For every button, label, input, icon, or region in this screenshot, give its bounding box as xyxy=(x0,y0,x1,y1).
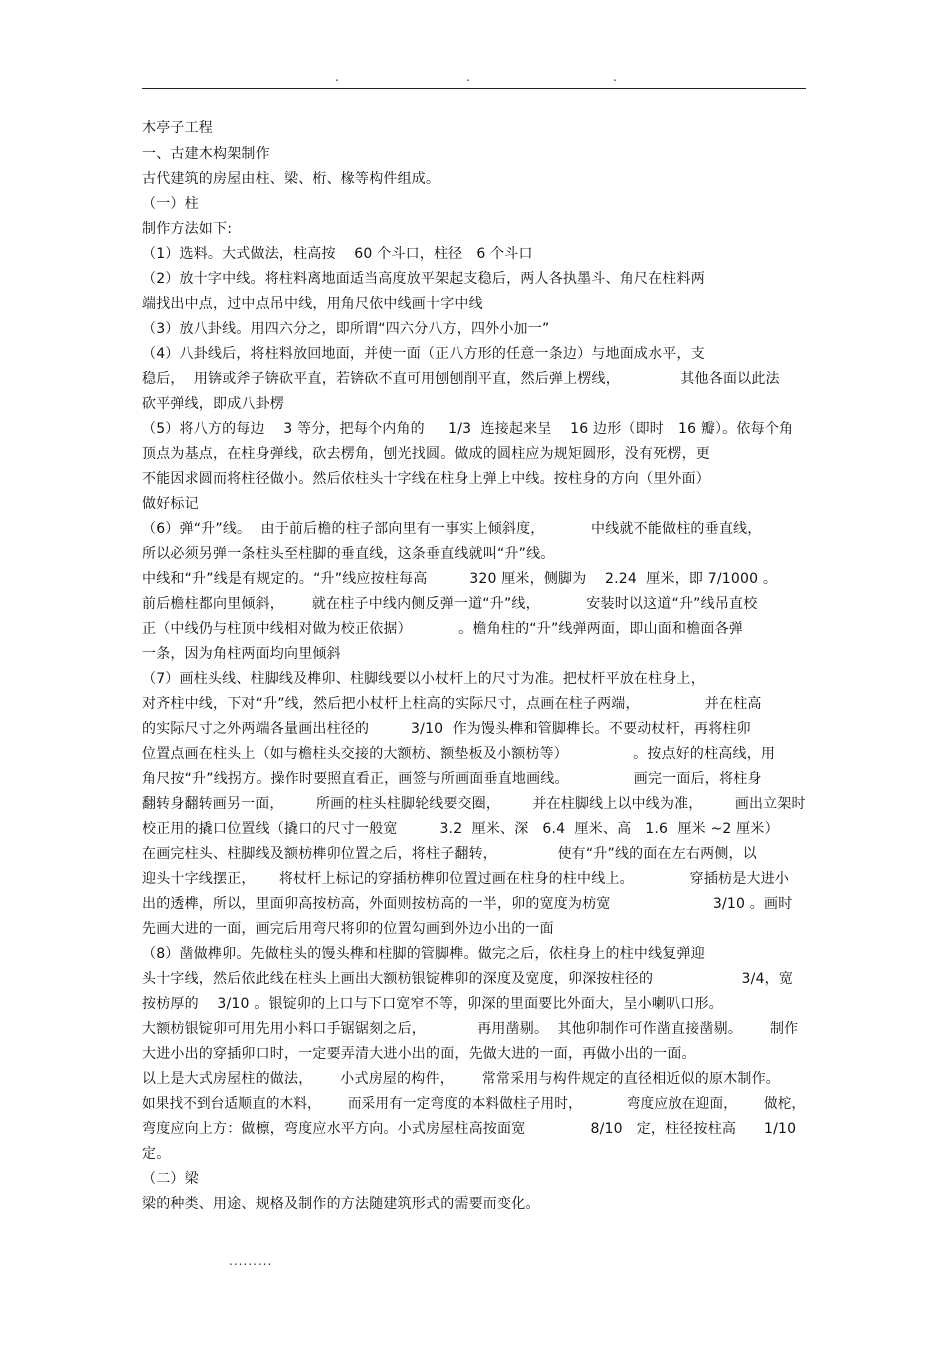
text-line: 所以必须另弹一条柱头至柱脚的垂直线，这条垂直线就叫“升”线。 xyxy=(142,546,555,562)
text-line: 按枋厚的 3/10 。银锭卯的上口与下口宽窄不等，卯深的里面要比外面大，呈小喇叭口形。 xyxy=(142,996,723,1012)
header-dot: . xyxy=(335,70,339,84)
text-line: 一条，因为角柱两面均向里倾斜 xyxy=(142,646,341,662)
text-line: 制作方法如下: xyxy=(142,221,233,237)
text-line: 前后檐柱都向里倾斜， 就在柱子中线内侧反弹一道“升”线， 安装时以这道“升”线吊直校 xyxy=(142,596,758,612)
text-line: 位置点画在柱头上（如与檐柱头交接的大额枋、额垫板及小额枋等） 。按点好的柱高线，用 xyxy=(142,746,776,762)
header-dot: . xyxy=(466,70,470,84)
text-line: 不能因求圆而将柱径做小。然后依柱头十字线在柱身上弹上中线。按柱身的方向（里外面） xyxy=(142,471,710,487)
text-line: 的实际尺寸之外两端各量画出柱径的 3/10 作为馒头榫和管脚榫长。不要动杖杆，再将柱卯 xyxy=(142,721,751,737)
text-line: 做好标记 xyxy=(142,496,199,512)
text-line: 正（中线仍与柱顶中线相对做为校正依据） 。檐角柱的“升”线弹两面，即山面和檐面各弹 xyxy=(142,621,744,637)
text-line: （5）将八方的每边 3 等分，把每个内角的 1/3 连接起来呈 16 边形（即时 16 瓣）。依每个角 xyxy=(142,421,794,437)
header-rule xyxy=(142,88,806,89)
text-line: 定。 xyxy=(142,1146,171,1162)
text-line: 弯度应向上方：做檩，弯度应水平方向。小式房屋柱高按面宽 8/10 定，柱径按柱高 1/10 xyxy=(142,1121,797,1137)
text-line: （2）放十字中线。将柱料离地面适当高度放平架起支稳后，两人各执墨斗、角尺在柱料两 xyxy=(142,271,705,287)
text-line: 大进小出的穿插卯口时，一定要弄清大进小出的面，先做大进的一面，再做小出的一面。 xyxy=(142,1046,696,1062)
text-line: 先画大进的一面，画完后用弯尺将卯的位置勾画到外边小出的一面 xyxy=(142,921,554,937)
text-line: 翻转身翻转画另一面， 所画的柱头柱脚轮线要交圈， 并在柱脚线上以中线为准， 画出立架时 xyxy=(142,796,806,812)
text-line: 端找出中点，过中点吊中线，用角尺依中线画十字中线 xyxy=(142,296,483,312)
text-line: 校正用的撬口位置线（撬口的尺寸一般宽 3.2 厘米、深 6.4 厘米、高 1.6 厘米 ~2 厘米） xyxy=(142,821,779,837)
text-line: 头十字线，然后依此线在柱头上画出大额枋银锭榫卯的深度及宽度，卯深按柱径的 3/4，宽 xyxy=(142,971,794,987)
text-line: （4）八卦线后，将柱料放回地面，并使一面（正八方形的任意一条边）与地面成水平，支 xyxy=(142,346,705,362)
text-line: 如果找不到台适顺直的木料， 而采用有一定弯度的本料做柱子用时， 弯度应放在迎面， 做柁， xyxy=(142,1096,806,1112)
page-footer: ......... xyxy=(229,1254,273,1268)
text-line: 对齐柱中线，下对“升”线，然后把小杖杆上柱高的实际尺寸，点画在柱子两端， 并在柱高 xyxy=(142,696,762,712)
text-line: 中线和“升”线是有规定的。“升”线应按柱每高 320 厘米，侧脚为 2.24 厘米，即 7/1000 。 xyxy=(142,571,778,587)
header-dot: . xyxy=(613,70,617,84)
text-line: （8）凿做榫卯。先做柱头的馒头榫和柱脚的管脚榫。做完之后，依柱身上的柱中线复弹迎 xyxy=(142,946,705,962)
text-line: 在画完柱头、柱脚线及额枋榫卯位置之后，将柱子翻转， 使有“升”线的面在左右两侧，以 xyxy=(142,846,757,862)
text-line: 以上是大式房屋柱的做法， 小式房屋的构件， 常常采用与构件规定的直径相近似的原木制作。 xyxy=(142,1071,780,1087)
text-line: （6）弹“升”线。 由于前后檐的柱子部向里有一事实上倾斜度， 中线就不能做柱的垂直线， xyxy=(142,521,762,537)
text-line: 砍平弹线，即成八卦楞 xyxy=(142,396,284,412)
text-line: （1）选料。大式做法，柱高按 60 个斗口，柱径 6 个斗口 xyxy=(142,246,533,262)
section-heading: 一、古建木构架制作 xyxy=(142,146,270,162)
subsection-heading: （一）柱 xyxy=(142,196,199,212)
text-line: 古代建筑的房屋由柱、梁、桁、椽等构件组成。 xyxy=(142,171,441,187)
text-line: 角尺按“升”线拐方。操作时要照直看正，画签与所画面垂直地画线。 画完一面后，将柱身 xyxy=(142,771,762,787)
text-line: 稳后， 用锛或斧子锛砍平直，若锛砍不直可用刨刨削平直，然后弹上楞线， 其他各面以此法 xyxy=(142,371,780,387)
subsection-heading: （二）梁 xyxy=(142,1171,199,1187)
text-line: （3）放八卦线。用四六分之，即所谓“四六分八方，四外小加一” xyxy=(142,321,550,337)
document-title: 木亭子工程 xyxy=(142,120,213,136)
text-line: 顶点为基点，在柱身弹线，砍去楞角，刨光找圆。做成的圆柱应为规矩圆形，没有死楞，更 xyxy=(142,446,710,462)
text-line: 迎头十字线摆正， 将杖杆上标记的穿插枋榫卯位置过画在柱身的柱中线上。 穿插枋是大进小 xyxy=(142,871,790,887)
text-line: 出的透榫，所以，里面卯高按枋高，外面则按枋高的一半，卯的宽度为枋宽 3/10 。画时 xyxy=(142,896,793,912)
text-line: （7）画柱头线、柱脚线及榫卯、柱脚线要以小杖杆上的尺寸为准。把杖杆平放在柱身上， xyxy=(142,671,705,687)
text-line: 大额枋银锭卯可用先用小料口手锯锯刻之后， 再用凿剔。 其他卯制作可作凿直接凿剔。 制作 xyxy=(142,1021,799,1037)
text-line: 梁的种类、用途、规格及制作的方法随建筑形式的需要而变化。 xyxy=(142,1196,540,1212)
